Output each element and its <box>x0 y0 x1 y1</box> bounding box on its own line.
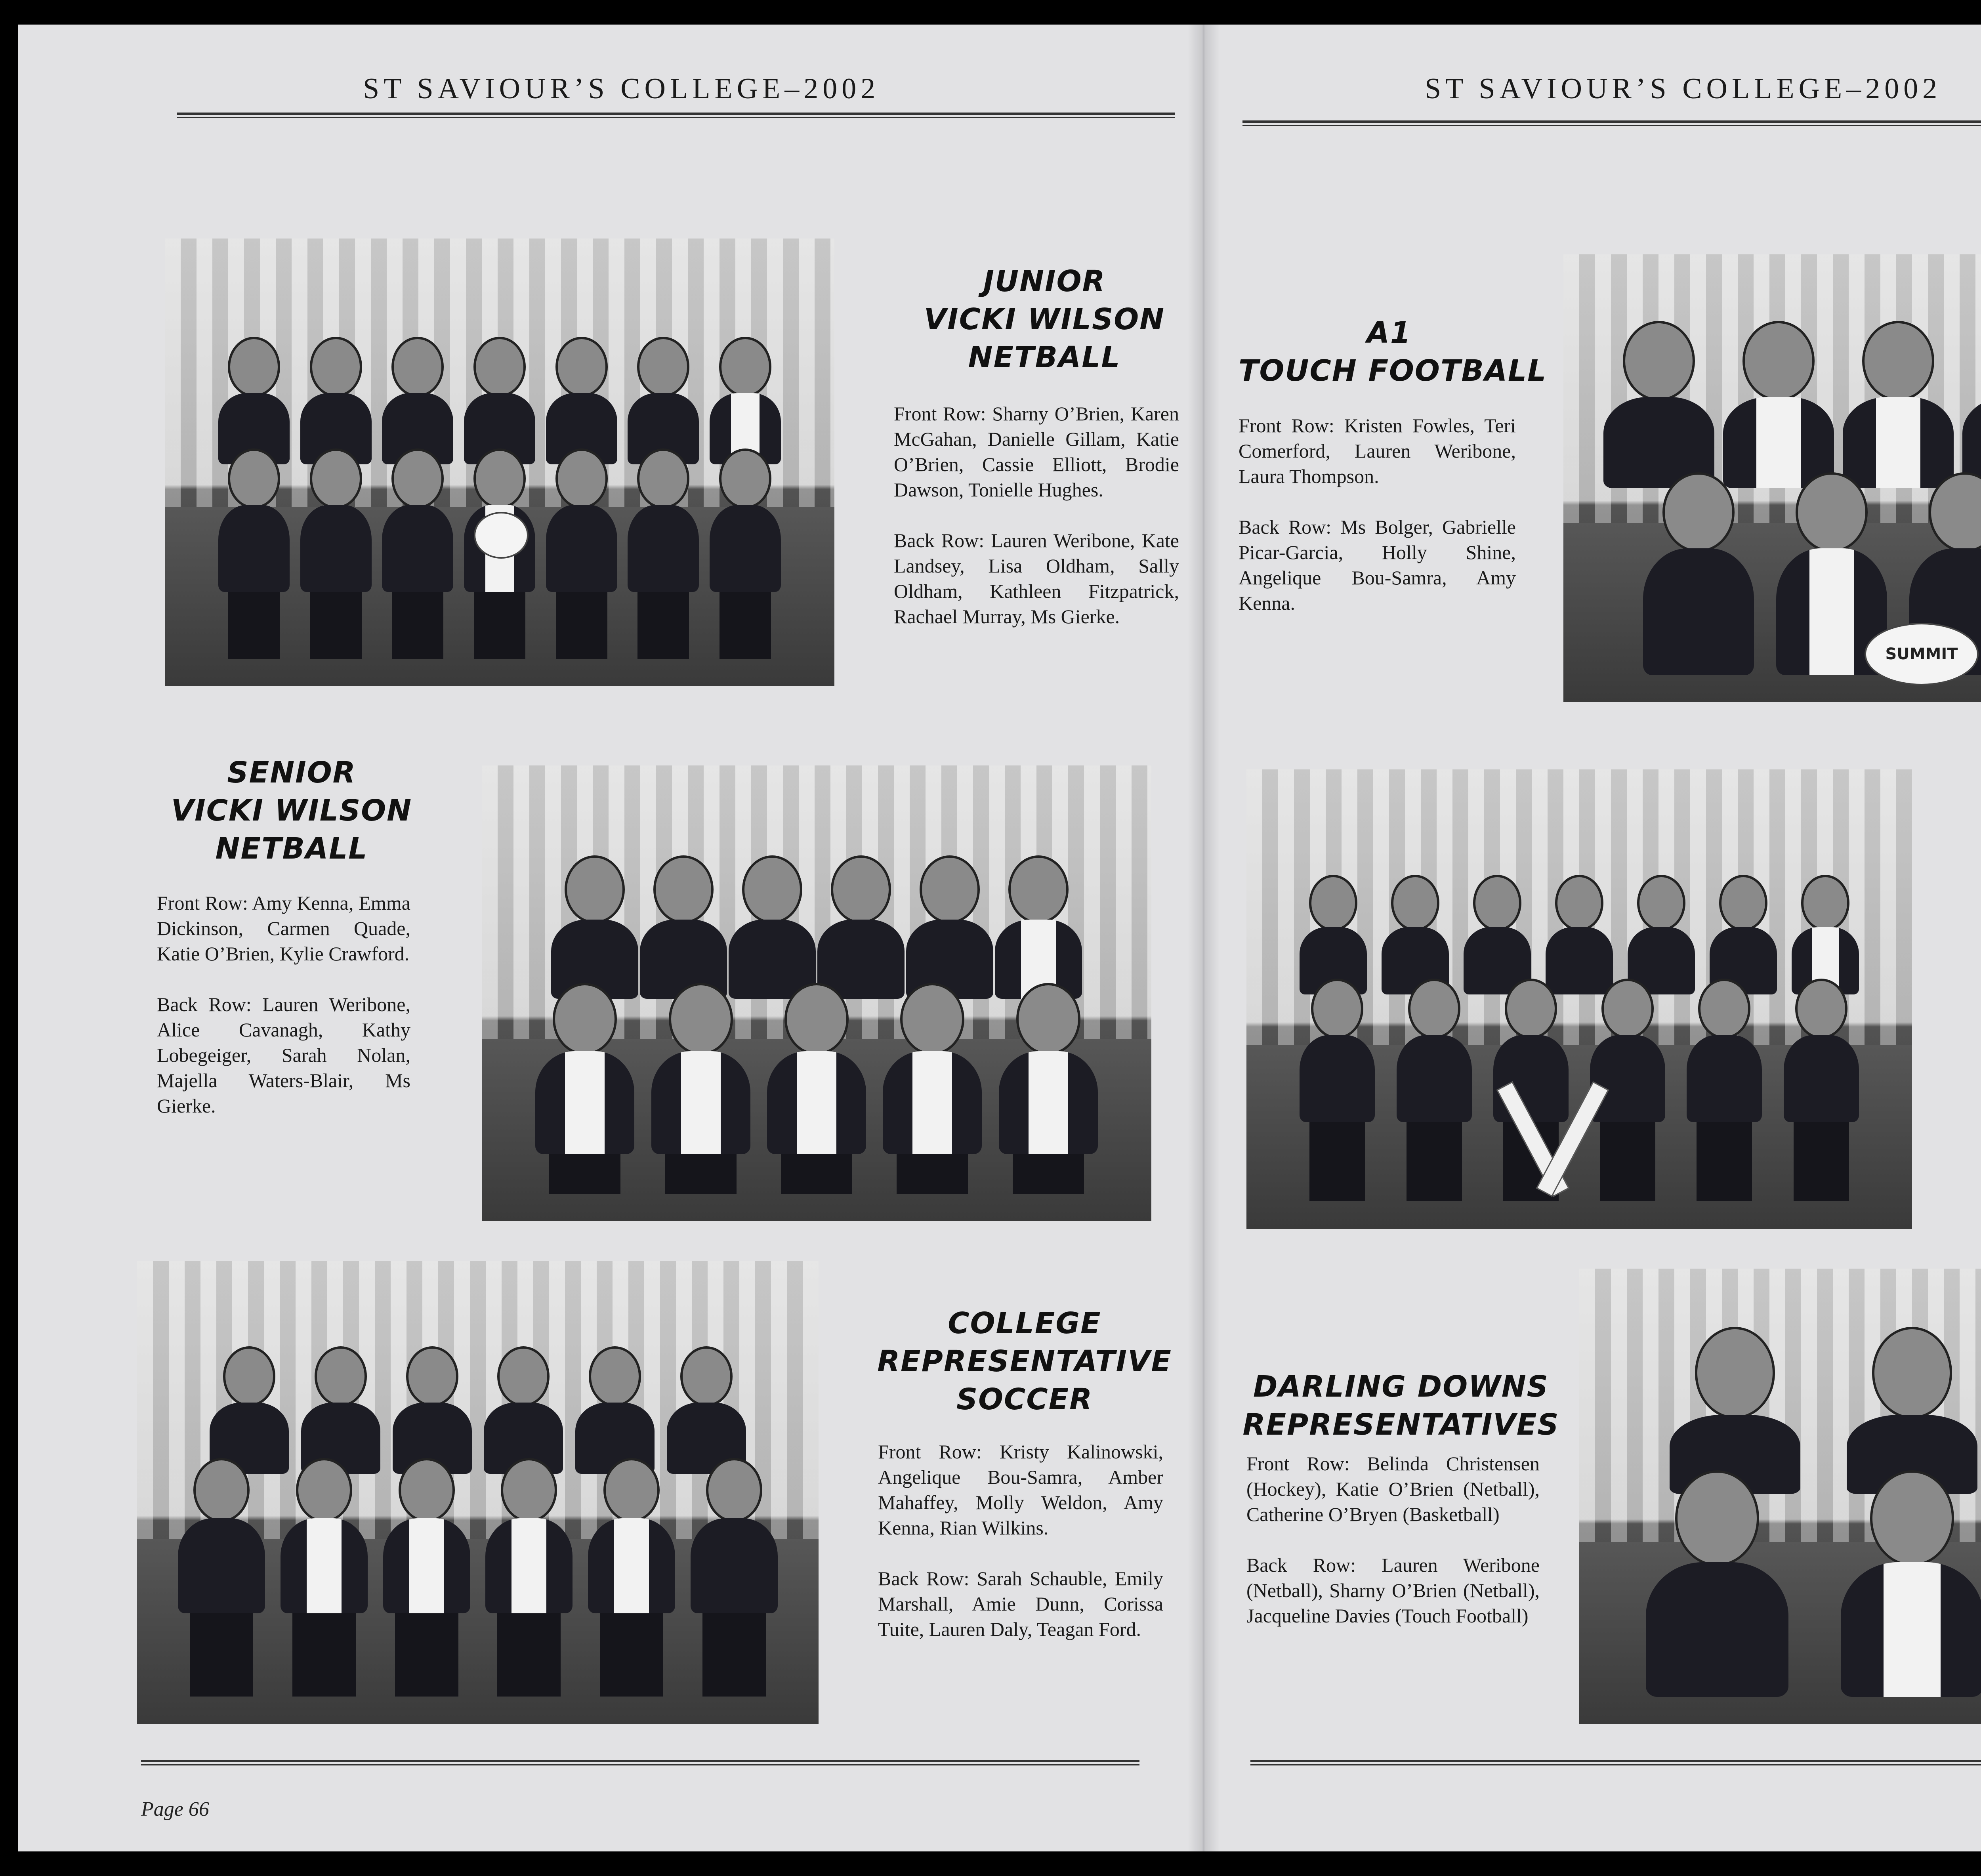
touch-football-caption <box>1239 413 1516 641</box>
senior-netball-caption <box>157 890 410 1144</box>
touch-football-team-photo <box>1563 254 1981 702</box>
back-row-names: Back Row: Sarah Schauble, Emily Marshall, Amie Dunn, Corissa Tuite, Lauren Daly, Teagan Ford. <box>878 1567 1163 1640</box>
left-page-header: ST SAVIOUR’S COLLEGE–2002 <box>363 73 880 105</box>
book-gutter <box>1188 25 1220 1851</box>
junior-netball-caption <box>894 401 1179 655</box>
left-footer-rule <box>141 1760 1139 1765</box>
back-row-names: Back Row: Lauren Weribone, Kate Landsey, Lisa Oldham, Sally Oldham, Kathleen Fitzpatrick, Rachael Murray, Ms Gierke. <box>894 529 1179 628</box>
back-row-names: Back Row: Lauren Weribone, Alice Cavanagh, Kathy Lobegeiger, Sarah Nolan, Majella Waters-Blair, Ms Gierke. <box>157 993 410 1117</box>
soccer-caption <box>878 1439 1163 1667</box>
front-row-names: Front Row: Belinda Christensen (Hockey), Katie O’Brien (Netball), Catherine O’Bryen (Basketball) <box>1246 1452 1540 1525</box>
left-header-rule <box>177 113 1175 118</box>
left-page-number: Page 66 <box>141 1798 209 1821</box>
yearbook-spread <box>18 25 1981 1851</box>
junior-netball-title: JUNIOR VICKI WILSON NETBALL <box>924 264 1165 374</box>
front-row-names: Front Row: Kristen Fowles, Teri Comerford, Lauren Weribone, Laura Thompson. <box>1239 414 1516 487</box>
back-row-names: Back Row: Ms Bolger, Gabrielle Picar-Garcia, Holly Shine, Angelique Bou-Samra, Amy Kenna. <box>1239 516 1516 614</box>
front-row-names: Front Row: Sharny O’Brien, Karen McGahan, Danielle Gillam, Katie O’Brien, Cassie Elliott, Brodie Dawson, Tonielle Hughes. <box>894 403 1179 501</box>
junior-netball-team-photo <box>165 239 834 686</box>
indoor-cricket-title <box>1975 809 1981 885</box>
darling-downs-title: DARLING DOWNS REPRESENTATIVES <box>1242 1370 1559 1442</box>
right-page-header: ST SAVIOUR’S COLLEGE–2002 <box>1425 73 1942 105</box>
right-header-rule <box>1242 120 1981 126</box>
netball <box>474 512 529 559</box>
touch-football-title: A1 TOUCH FOOTBALL <box>1239 316 1547 388</box>
darling-downs-photo <box>1579 1269 1981 1724</box>
indoor-cricket-team-photo <box>1246 769 1912 1229</box>
right-footer-rule <box>1250 1760 1981 1765</box>
senior-netball-team-photo <box>482 765 1151 1221</box>
touch-football-ball: SUMMIT <box>1865 623 1979 685</box>
front-row-names: Front Row: Kristy Kalinowski, Angelique Bou-Samra, Amber Mahaffey, Molly Weldon, Amy Kenna, Rian Wilkins. <box>878 1441 1163 1539</box>
darling-downs-caption <box>1246 1451 1540 1654</box>
soccer-title: COLLEGE REPRESENTATIVE SOCCER <box>877 1306 1172 1416</box>
senior-netball-title: SENIOR VICKI WILSON NETBALL <box>171 756 412 866</box>
back-row-names: Back Row: Lauren Weribone (Netball), Sharny O’Brien (Netball), Jacqueline Davies (Touch Football) <box>1246 1554 1540 1627</box>
soccer-team-photo <box>137 1261 819 1724</box>
front-row-names: Front Row: Amy Kenna, Emma Dickinson, Carmen Quade, Katie O’Brien, Kylie Crawford. <box>157 892 410 965</box>
